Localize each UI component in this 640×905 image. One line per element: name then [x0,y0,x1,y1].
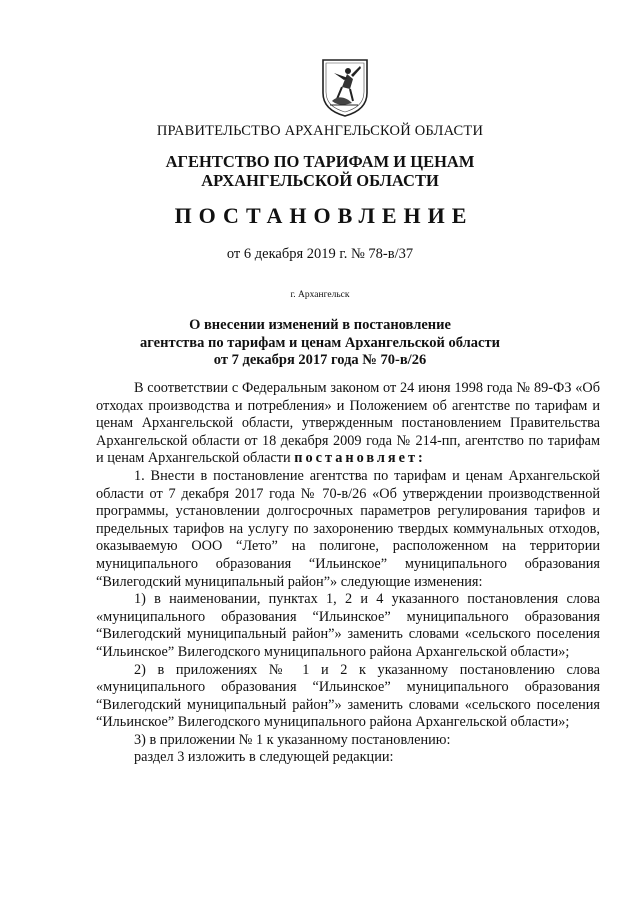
subitem-3-paragraph: 3) в приложении № 1 к указанному постановлению: [134,731,451,748]
document-body [96,380,600,767]
subject-line1: О внесении изменений в постановление [189,317,451,333]
item-1-paragraph: 1. Внести в постановление агентства по тарифам и ценам Архангельской области от 7 декабря 2017 года № 70-в/26 «Об утверждении производственной программы, установлении долгосрочных параметров регулирования тарифов и предельных тарифов на услугу по захоронению твердых коммунальных отходов, оказываемую ООО “Лето” на полигоне, расположенном на территории муниципального образования “Ильинское” муниципального образования “Вилегодский муниципальный район”» следующие изменения: [96,467,600,590]
document-date-number: от 6 декабря 2019 г. № 78-в/37 [226,246,414,262]
preamble-text: В соответствии с Федеральным законом от 24 июня 1998 года № 89-ФЗ «Об отходах производства и потребления» и Положением об агентстве по тарифам и ценам Архангельской области, утвержденным постановлением Правительства Архангельской области от 18 декабря 2009 года № 214-пп, агентство по тарифам и ценам Архангельской области [96,380,600,467]
coat-of-arms-icon [320,57,370,117]
government-name: ПРАВИТЕЛЬСТВО АРХАНГЕЛЬСКОЙ ОБЛАСТИ [156,123,484,139]
subject-line2: агентства по тарифам и ценам Архангельской области [140,334,500,351]
agency-name-line2: АРХАНГЕЛЬСКОЙ ОБЛАСТИ [201,171,439,190]
subitem-3-section-paragraph: раздел 3 изложить в следующей редакции: [134,749,394,766]
agency-name-line1: АГЕНТСТВО ПО ТАРИФАМ И ЦЕНАМ [165,152,475,171]
preamble-paragraph [96,380,600,468]
document-city: г. Архангельск [290,290,350,300]
subitem-2-paragraph: 2) в приложениях № 1 и 2 к указанному постановлению слова «муниципального образования “Ильинское” муниципального образования “Вилегодский муниципальный район”» заменить словами «сельского поселения “Ильинское” Вилегодского муниципального района Архангельской области»; [96,661,600,731]
subject-line3: от 7 декабря 2017 года № 70-в/26 [213,352,427,368]
resolves-word: постановляет: [294,450,426,467]
document-subject [0,317,640,370]
agency-name [0,152,640,190]
document-type: ПОСТАНОВЛЕНИЕ [174,203,474,228]
subitem-1-paragraph: 1) в наименовании, пунктах 1, 2 и 4 указанного постановления слова «муниципального образования “Ильинское” муниципального образования “Вилегодский муниципальный район”» заменить словами «сельского поселения “Ильинское” Вилегодского муниципального района Архангельской области»; [96,591,600,660]
